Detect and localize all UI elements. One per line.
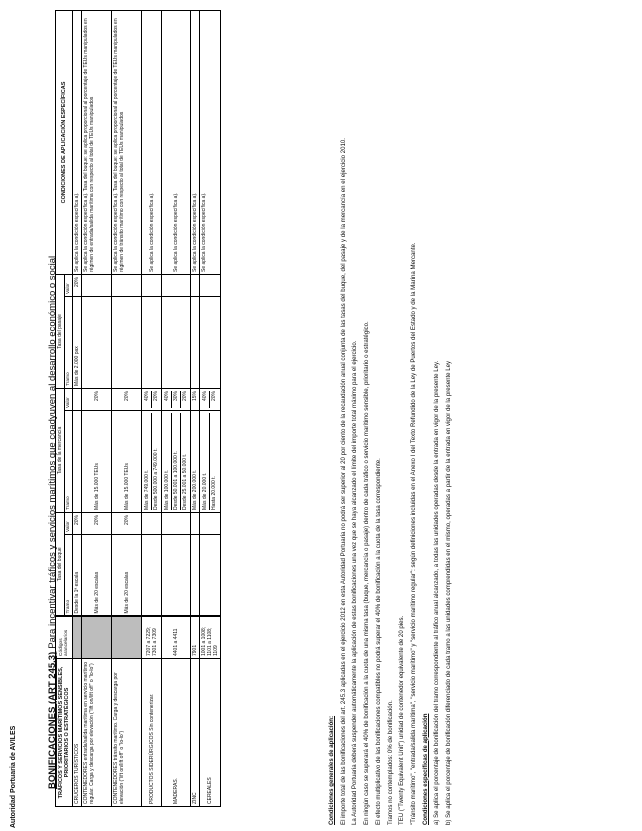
cell-pasaje-tramo — [142, 296, 162, 388]
cell-buque-tramo — [200, 535, 221, 617]
header-tasa-pasaje: Tasa del pasaje — [56, 274, 65, 388]
cell-buque-tramo: Desde la 1ª escala — [73, 535, 82, 617]
cell-merc-valor — [142, 388, 162, 410]
header-tasa-mercancia: Tasa de la mercancía — [56, 388, 65, 512]
cell-buque-tramo — [191, 535, 200, 617]
notes-section — [326, 5, 455, 825]
cell-condiciones: Se aplica la condición específica a). Tasa del buque: se aplica proporcional al porcentaje de TEUs manipulados en régimen de tránsito marítimo con respecto al total de TEUs manipulados — [112, 10, 142, 274]
cell-trafico: CRUCEROS TURÍSTICOS — [73, 659, 82, 807]
cell-pasaje-valor — [82, 274, 112, 296]
cell-pasaje-tramo — [112, 296, 142, 388]
cell-codigos: 7207 a 7229; 7301 a 7309 — [142, 617, 162, 659]
header-codigos: Códigos arancelarios — [56, 617, 73, 659]
heading-rest: Para incentivar tráficos y servicios marítimos que coadyuven al desarrollo económico o social — [47, 255, 58, 649]
cell-codigos: 7901 — [191, 617, 200, 659]
cell-buque-valor — [142, 512, 162, 534]
header-pasaje-valor: Valor — [65, 274, 73, 296]
cell-codigos: 4401 a 4411 — [162, 617, 191, 659]
cell-codigos — [82, 617, 112, 659]
table-row — [200, 10, 221, 806]
cell-condiciones: Se aplica la condición específica a). Tasa del buque: se aplica proporcional al porcentaje de TEUs manipulados en régimen de entrada/salida marítima con respecto al total de TEUs manipulados — [82, 10, 112, 274]
merc-tramo-item: Más de 749.000 t. — [143, 413, 152, 510]
general-note: En ningún caso se superará el 40% de bonificación a la cuota de una misma tasa (buque, mercancía o pasaje) dentro de cada tráfico o servicio marítimo sensible, prioritario o estratégico. — [363, 321, 371, 825]
cell-buque-tramo: Más de 20 escalas — [112, 535, 142, 617]
cell-merc-tramo — [200, 410, 221, 512]
cell-merc-valor: 20% — [112, 388, 142, 410]
cell-condiciones: Se aplica la condición específica a). — [73, 10, 82, 274]
cell-merc-valor: 15% — [191, 388, 200, 410]
merc-tramo-item: Hasta 20.000 t. — [211, 476, 217, 510]
header-trafficos: TRÁFICOS Y SERVICIOS MARÍTIMOS SENSIBLES, PRIORITARIOS O ESTRATÉGICOS — [56, 659, 73, 807]
specific-conditions-title: Condiciones específicas de aplicación — [421, 713, 429, 825]
cell-trafico: ZINC — [191, 659, 200, 807]
merc-tramo-item: Desde 50.001 a 100.000 t. — [172, 413, 181, 510]
table-row — [82, 10, 112, 806]
merc-valor-item: 40% — [143, 391, 152, 408]
general-note: La Autoridad Portuaria deberá suspender automáticamente la aplicación de estas bonificaciones una vez que se haya alcanzado el límite del importe total máximo para el ejercicio. — [351, 340, 359, 825]
cell-pasaje-valor — [142, 274, 162, 296]
cell-trafico: MADERAS. — [162, 659, 191, 807]
cell-merc-valor — [162, 388, 191, 410]
cell-buque-valor — [191, 512, 200, 534]
specific-note: a) Se aplica el porcentaje de bonificación del tramo correspondiente al tráfico anual alcanzado, a todas las unidades operadas desde la entrada en vigor de la presente Ley. — [433, 360, 441, 825]
cell-trafico: PRODUCTOS SIDERÚRGICOS Sin contenerizar. — [142, 659, 162, 807]
cell-codigos — [73, 617, 82, 659]
general-note: "Tránsito marítimo", "entrada/salida marítima", "servicio marítimo" y "servicio marítimo regular": según definiciones incluidas en el Anexo I del Texto Refundido de la Ley de Puertos del Estado y de la Marina Mercante. — [409, 242, 417, 825]
cell-merc-tramo: Más de 200.000 t. — [191, 410, 200, 512]
heading-bold: BONIFICACIONES (ART 245.3) — [47, 651, 58, 789]
merc-tramo-item: Desde 500.000 a 749.000 t. — [153, 448, 159, 510]
cell-buque-valor: 20% — [73, 512, 82, 534]
header-merc-valor: Valor — [65, 388, 73, 410]
cell-trafico: CONTENEDORES entrada/salida marítima en servicio marítimo regular. Carga y descarga por elevación ("lift on/lift off" o "lo-lo") — [82, 659, 112, 807]
general-note: El importe total de las bonificaciones del art. 245.3 aplicadas en el ejercicio 2012 en esta Autoridad Portuaria no podrá ser superior al 20 por ciento de la recaudación anual conjunta de las tasas del buque, del pasaje y de la mercancía en el ejercicio 2010. — [339, 138, 347, 825]
cell-pasaje-tramo — [162, 296, 191, 388]
header-pasaje-tramo: Tramo — [65, 296, 73, 388]
cell-condiciones: Se aplica la condición específica a). — [200, 10, 221, 274]
cell-pasaje-valor — [162, 274, 191, 296]
cell-trafico: CONTENEDORES tránsito marítimo. Carga y descarga por elevación ("lift on/lift off" o "lo-lo") — [112, 659, 142, 807]
table-row — [142, 10, 162, 806]
cell-buque-tramo — [162, 535, 191, 617]
cell-merc-valor: 20% — [82, 388, 112, 410]
cell-buque-valor: 20% — [112, 512, 142, 534]
cell-trafico: CEREALES — [200, 659, 221, 807]
cell-pasaje-tramo: Más de 2.000 pax — [73, 296, 82, 388]
merc-valor-item: 40% — [163, 391, 172, 408]
header-tasa-buque: Tasa del buque — [56, 512, 65, 616]
merc-tramo-item: Más de 20.000 t. — [201, 413, 210, 510]
cell-condiciones: Se aplica la condición específica a). — [162, 10, 191, 274]
table-row — [191, 10, 200, 806]
cell-merc-tramo — [73, 410, 82, 512]
merc-valor-item: 40% — [201, 391, 210, 408]
specific-note: b) Se aplica el porcentaje de bonificación diferenciado de cada tramo a las unidades comprendidas en el mismo, operadas a partir de la entrada en vigor de la presente Ley — [445, 360, 453, 825]
general-note: El efecto multiplicativo de las bonificaciones compatibles no podrá superar el 40% de bonificación a la cuota de la tasa correspondiente. — [374, 458, 382, 825]
cell-buque-tramo: Más de 20 escalas — [82, 535, 112, 617]
merc-valor-item: 20% — [153, 390, 159, 401]
cell-pasaje-valor — [112, 274, 142, 296]
table-row — [162, 10, 191, 806]
header-merc-tramo: Tramo — [65, 410, 73, 512]
cell-pasaje-valor — [200, 274, 221, 296]
cell-pasaje-valor — [191, 274, 200, 296]
cell-merc-tramo: Más de 15.000 TEUs — [82, 410, 112, 512]
cell-codigos: 1001 a 1008; 1101 a 1108; 1109 — [200, 617, 221, 659]
cell-buque-valor: 20% — [82, 512, 112, 534]
table-row — [73, 10, 82, 806]
cell-condiciones: Se aplica la condición específica a). — [191, 10, 200, 274]
bonificaciones-table — [55, 10, 221, 807]
cell-condiciones: Se aplica la condición específica a). — [142, 10, 162, 274]
cell-merc-tramo — [162, 410, 191, 512]
cell-pasaje-tramo — [82, 296, 112, 388]
header-buque-tramo: Tramo — [65, 535, 73, 617]
merc-tramo-item: Desde 25.001 a 50.000 t. — [182, 453, 188, 510]
table-row — [112, 10, 142, 806]
cell-buque-tramo — [142, 535, 162, 617]
cell-merc-valor — [200, 388, 221, 410]
header-condiciones: CONDICIONES DE APLICACIÓN ESPECÍFICAS — [56, 10, 73, 274]
merc-valor-item: 20% — [211, 390, 217, 401]
general-conditions-title: Condiciones generales de aplicación: — [328, 715, 335, 825]
cell-pasaje-valor: 20% — [73, 274, 82, 296]
cell-codigos — [112, 617, 142, 659]
merc-valor-item: 20% — [182, 390, 188, 401]
cell-pasaje-tramo — [200, 296, 221, 388]
merc-tramo-item: Más de 100.000 t. — [163, 413, 172, 510]
general-note: Tramos no contemplados: 0% de bonificación. — [386, 700, 394, 825]
header-buque-valor: Valor — [65, 512, 73, 534]
cell-buque-valor — [200, 512, 221, 534]
merc-valor-item: 30% — [172, 391, 181, 408]
authority-name: Autoridad Portuaria de AVILES — [10, 725, 17, 828]
cell-pasaje-tramo — [191, 296, 200, 388]
cell-buque-valor — [162, 512, 191, 534]
cell-merc-tramo — [142, 410, 162, 512]
general-note: TEU ("Twenty Equivalent Unit") unidad de contenedor equivalente de 20 pies. — [398, 615, 406, 825]
cell-merc-valor — [73, 388, 82, 410]
cell-merc-tramo: Más de 15.000 TEUs — [112, 410, 142, 512]
